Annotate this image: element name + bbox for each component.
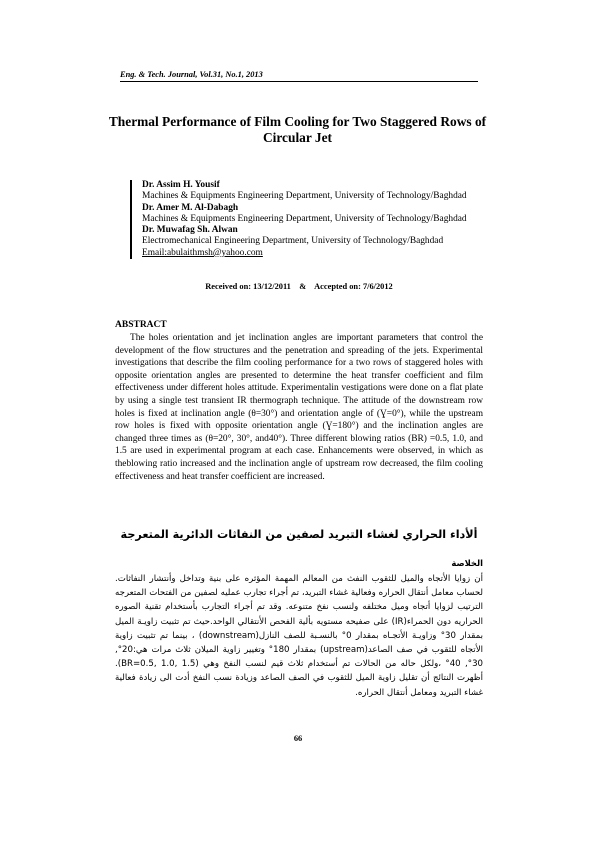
arabic-abstract-heading: الخلاصة [451, 558, 483, 568]
author-name: Dr. Muwafag Sh. Alwan [142, 225, 238, 236]
abstract-text: The holes orientation and jet inclination angles are important parameters that control the development of the flow structures and the penetration and spreading of the jets. Experimental investigations that describe the film cooling performance for a two rows of staggered holes with opposite orientation angles are presented to determine the heat transfer coefficient and film effectiveness under different holes attitude. Experimentalin vestigations were done on a flat plate by using a single test transient IR thermograph technique. The attitude of the downstream row holes is fixed at inclination angle (θ=30°) and orientation angle of (Ɣ=0°), while the upstream row holes is fixed with opposite orientation angle (Ɣ=180°) and the inclination angles are changed three times as (θ=20°, 30°, and40°). Three different blowing ratios (BR) =0.5, 1.0, and 1.5 are used in experimental program at each case. Enhancements were observed, in which as theblowing ratio increased and the inclination angle of upstream row decreased, the film cooling effectiveness and heat transfer coefficient are increased. [115, 333, 483, 482]
arabic-abstract-text: أن زوايا الأتجاه والميل للثقوب النفث من المعالم المهمة المؤثره على بنية وتداخل وأنتشار النفاثات. لحساب معامل أنتقال الحراره وفعالية غشاء التبريد، تم أجراء تجارب عمليه لصفين من الفتحات المتعرجه الترتيب لزوايا أتجاه وميل مختلفه ولنسب نفخ متنوعه. وقد تم أجراء التجارب بأستخدام تقنية الصوره الحراريه دون الحمراء(IR) على صفيحه مستويه بألية الفحص الأنتقالي الواحد.حيث تم تثبيت زاويـة الميل بمقدار 30° وزاويـة الأتجـاه بمقدار 0° بالنسـبة للصف النازل(downstream) ، بينما تم تثبيت زاوية الأتجاه للثقوب في صف الصاعد(upstream) بمقدار 180° وتغيير زاوية الميلان ثلاث مرات هي:20°, 30°, 40° ،ولكل حاله من الحالات تم أستخدام ثلاث قيم لنسب النفخ وهي (BR=0.5, 1.0, 1.5). أظهرت النتائج أن تقليل زاوية الميل للثقوب في الصف الصاعد وزيادة نسب النفخ أدت الى زيادة فعالية غشاء التبريد ومعامل أنتقال الحراره. [115, 574, 484, 698]
paper-title: Thermal Performance of Film Cooling for Two Staggered Rows of Circular Jet [108, 114, 487, 145]
author-affiliation: Machines & Equipments Engineering Department, University of Technology/Baghdad [142, 191, 467, 202]
author-email-link[interactable]: Email:abulaithmsh@yahoo.com [142, 247, 263, 258]
author-affiliation: Electromechanical Engineering Department, University of Technology/Baghdad [142, 236, 444, 247]
author-block [130, 180, 492, 259]
header-rule [120, 81, 478, 82]
author-name: Dr. Amer M. Al-Dabagh [142, 202, 239, 213]
author-name: Dr. Assim H. Yousif [142, 180, 220, 190]
abstract-heading: ABSTRACT [115, 320, 167, 330]
arabic-title: ألأداء الحراري لغشاء التبريد لصفين من النفاثات الدائرية المتعرجة [120, 528, 478, 541]
author-affiliation: Machines & Equipments Engineering Department, University of Technology/Baghdad [142, 213, 467, 224]
page-number: 66 [293, 734, 303, 743]
journal-header: Eng. & Tech. Journal, Vol.31, No.1, 2013 [120, 70, 263, 79]
received-accepted-dates: Received on: 13/12/2011 & Accepted on: 7/6/2012 [205, 282, 393, 291]
